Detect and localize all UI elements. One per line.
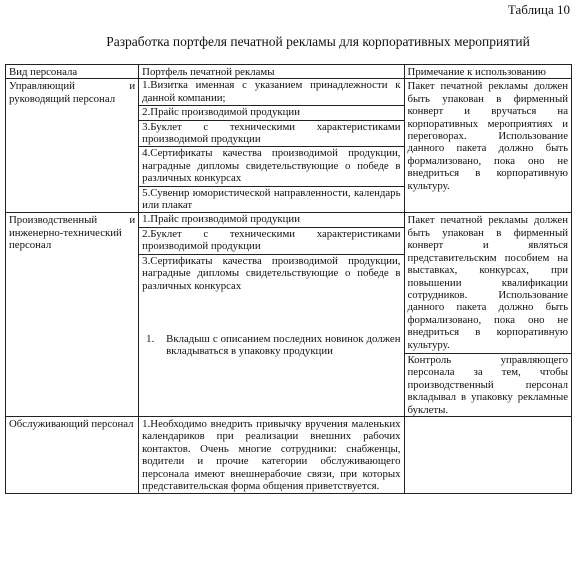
header-personnel: Вид персонала xyxy=(6,65,139,79)
portfolio-item: 1.Визитка именная с указанием принадлежности к данной компании; xyxy=(139,79,403,106)
portfolio-item: 4.Сертификаты качества производимой продукции, наградные дипломы свидетельствующие о победе в различных конкурсах xyxy=(139,147,403,186)
header-portfolio: Портфель печатной рекламы xyxy=(139,65,404,79)
note-text: Пакет печатной рекламы должен быть упакован в фирменный конверт и являться представительским пособием на выставках, конкурсах, при повышении квалификации сотрудников. Использование данного пакета должно быть формализовано, пока оно не внедриться в корпоративную культуру. xyxy=(407,214,568,351)
portfolio-cell xyxy=(139,213,404,417)
note-cell xyxy=(404,213,571,417)
personnel-cell: Производственный и инженерно-технический персонал xyxy=(6,213,139,417)
spacer xyxy=(142,293,400,333)
advertising-portfolio-table xyxy=(5,64,572,494)
header-row xyxy=(6,65,572,79)
list-number: 1. xyxy=(146,332,155,345)
table-row xyxy=(6,416,572,493)
portfolio-cell: 1.Необходимо внедрить привычку вручения маленьких календариков при реализации внешних рабочих контактов. Очень многие сотрудники: снабженцы, водители и прочие категории обслуживающего персонала имеют внешнерабочие связи, при которых представительская форма общения приветствуется. xyxy=(139,416,404,493)
portfolio-item: 1.Прайс производимой продукции xyxy=(139,213,403,227)
portfolio-item: 3.Сертификаты качества производимой продукции, наградные дипломы свидетельствующие о победе в различных конкурсах xyxy=(142,254,401,292)
note-text: Контроль управляющего персонала за тем, чтобы производственный персонал вкладывал в упаковку рекламные буклеты. xyxy=(407,353,568,416)
portfolio-item: 5.Сувенир юмористической направленности, календарь или плакат xyxy=(142,186,401,212)
personnel-cell: Обслуживающий персонал xyxy=(6,416,139,493)
numbered-list-item xyxy=(142,333,400,358)
personnel-cell: Управляющий и руководящий персонал xyxy=(6,79,139,213)
list-text: Вкладыш с описанием последних новинок должен вкладываться в упаковку продукции xyxy=(166,332,401,358)
portfolio-item: 3.Буклет с техническими характеристиками производимой продукции xyxy=(139,121,403,148)
note-cell: Пакет печатной рекламы должен быть упакован в фирменный конверт и вручаться на корпоративных мероприятиях и переговорах. Использование данного пакета должно быть формализовано, пока оно не внедриться в корпоративную культуру. xyxy=(404,79,571,213)
portfolio-item: 2.Буклет с техническими характеристиками производимой продукции xyxy=(139,228,403,255)
portfolio-cell xyxy=(139,79,404,213)
table-title: Разработка портфеля печатной рекламы для корпоративных мероприятий xyxy=(106,34,530,49)
table-row xyxy=(6,79,572,213)
portfolio-item: 2.Прайс производимой продукции xyxy=(139,106,403,120)
table-row xyxy=(6,213,572,417)
table-caption: Таблица 10 xyxy=(507,2,570,17)
note-cell xyxy=(404,416,571,493)
header-notes: Примечание к использованию xyxy=(404,65,571,79)
